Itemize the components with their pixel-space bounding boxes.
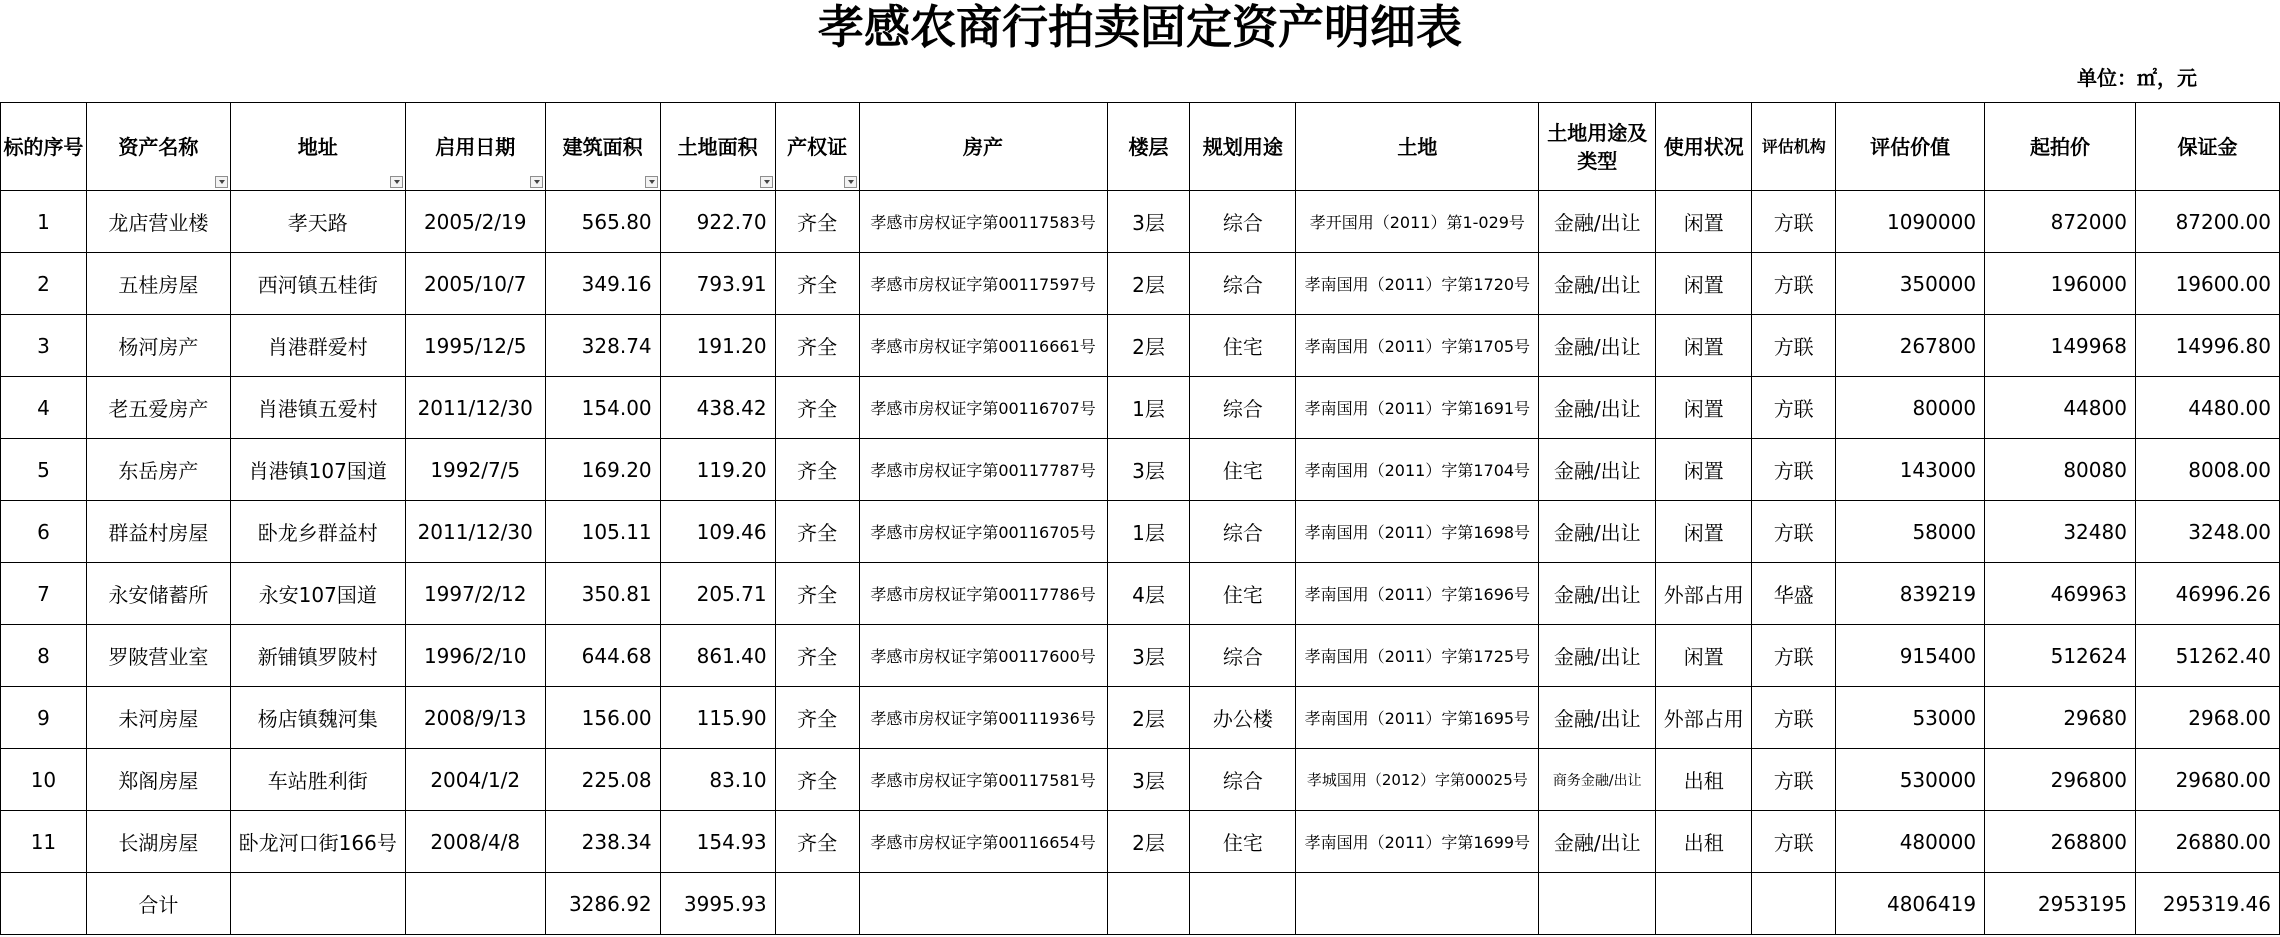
asset-name-cell: 永安储蓄所: [86, 563, 230, 625]
start-date-cell: 1992/7/5: [405, 439, 545, 501]
building-area-cell: 156.00: [545, 687, 660, 749]
header-cell: 使用状况: [1656, 103, 1752, 191]
total-value: 3286.92: [545, 873, 660, 935]
address-cell: 肖港群爱村: [230, 315, 405, 377]
deposit-cell: 51262.40: [2135, 625, 2279, 687]
row-number-cell: 4: [1, 377, 87, 439]
land-cert-cell: 孝开国用（2011）第1-029号: [1296, 191, 1539, 253]
appraiser-cell: 方联: [1752, 749, 1836, 811]
appraisal-value-cell: 350000: [1836, 253, 1985, 315]
property-cert-cell: 孝感市房权证字第00111936号: [859, 687, 1107, 749]
planned-use-cell: 综合: [1190, 191, 1296, 253]
row-number-cell: 3: [1, 315, 87, 377]
header-cell: [86, 103, 230, 191]
property-cert-cell: 孝感市房权证字第00116654号: [859, 811, 1107, 873]
total-label: 合计: [86, 873, 230, 935]
property-cert-cell: 孝感市房权证字第00117786号: [859, 563, 1107, 625]
land-area-cell: 119.20: [660, 439, 775, 501]
appraiser-cell: 方联: [1752, 625, 1836, 687]
start-price-cell: 469963: [1985, 563, 2136, 625]
appraisal-value-cell: 53000: [1836, 687, 1985, 749]
planned-use-cell: 住宅: [1190, 315, 1296, 377]
row-number-cell: 6: [1, 501, 87, 563]
land-cert-cell: 孝南国用（2011）字第1704号: [1296, 439, 1539, 501]
building-area-cell: 105.11: [545, 501, 660, 563]
building-area-cell: 350.81: [545, 563, 660, 625]
appraiser-cell: 方联: [1752, 811, 1836, 873]
appraiser-cell: 华盛: [1752, 563, 1836, 625]
land-use-type-cell: 金融/出让: [1539, 563, 1656, 625]
appraiser-cell: 方联: [1752, 315, 1836, 377]
asset-name-cell: 龙店营业楼: [86, 191, 230, 253]
title-cert-cell: 齐全: [775, 439, 859, 501]
asset-name-cell: 罗陂营业室: [86, 625, 230, 687]
header-cell: [545, 103, 660, 191]
start-date-cell: 2008/4/8: [405, 811, 545, 873]
table-row: [1, 625, 2280, 687]
table-row: [1, 315, 2280, 377]
address-cell: 车站胜利街: [230, 749, 405, 811]
planned-use-cell: 综合: [1190, 501, 1296, 563]
table-row: [1, 253, 2280, 315]
land-cert-cell: 孝南国用（2011）字第1695号: [1296, 687, 1539, 749]
floors-cell: 1层: [1107, 501, 1190, 563]
start-date-cell: 2011/12/30: [405, 377, 545, 439]
deposit-cell: 14996.80: [2135, 315, 2279, 377]
appraiser-cell: 方联: [1752, 377, 1836, 439]
asset-name-cell: 未河房屋: [86, 687, 230, 749]
land-use-type-cell: 金融/出让: [1539, 439, 1656, 501]
empty-cell: [1107, 873, 1190, 935]
deposit-cell: 19600.00: [2135, 253, 2279, 315]
empty-cell: [775, 873, 859, 935]
appraiser-cell: 方联: [1752, 439, 1836, 501]
header-label: 建筑面积: [562, 134, 643, 159]
asset-table: [0, 102, 2280, 935]
appraisal-value-cell: 143000: [1836, 439, 1985, 501]
header-cell: 标的序号: [1, 103, 87, 191]
title-cert-cell: 齐全: [775, 749, 859, 811]
table-row: [1, 377, 2280, 439]
filter-dropdown-icon[interactable]: [844, 176, 857, 188]
planned-use-cell: 住宅: [1190, 811, 1296, 873]
land-use-type-cell: 金融/出让: [1539, 191, 1656, 253]
usage-status-cell: 出租: [1656, 811, 1752, 873]
deposit-cell: 8008.00: [2135, 439, 2279, 501]
planned-use-cell: 住宅: [1190, 563, 1296, 625]
start-date-cell: 1995/12/5: [405, 315, 545, 377]
floors-cell: 2层: [1107, 811, 1190, 873]
land-area-cell: 205.71: [660, 563, 775, 625]
empty-cell: [1539, 873, 1656, 935]
filter-dropdown-icon[interactable]: [390, 176, 403, 188]
asset-name-cell: 东岳房产: [86, 439, 230, 501]
appraisal-value-cell: 58000: [1836, 501, 1985, 563]
title-cert-cell: 齐全: [775, 253, 859, 315]
row-number-cell: 11: [1, 811, 87, 873]
usage-status-cell: 闲置: [1656, 315, 1752, 377]
empty-cell: [1296, 873, 1539, 935]
land-area-cell: 191.20: [660, 315, 775, 377]
land-area-cell: 793.91: [660, 253, 775, 315]
header-cell: [230, 103, 405, 191]
land-cert-cell: 孝南国用（2011）字第1699号: [1296, 811, 1539, 873]
header-cell: 保证金: [2135, 103, 2279, 191]
filter-dropdown-icon[interactable]: [760, 176, 773, 188]
usage-status-cell: 闲置: [1656, 191, 1752, 253]
building-area-cell: 169.20: [545, 439, 660, 501]
start-price-cell: 149968: [1985, 315, 2136, 377]
header-cell: 土地用途及类型: [1539, 103, 1656, 191]
building-area-cell: 328.74: [545, 315, 660, 377]
floors-cell: 4层: [1107, 563, 1190, 625]
land-cert-cell: 孝南国用（2011）字第1691号: [1296, 377, 1539, 439]
appraiser-cell: 方联: [1752, 687, 1836, 749]
row-number-cell: 10: [1, 749, 87, 811]
property-cert-cell: 孝感市房权证字第00117581号: [859, 749, 1107, 811]
header-cell: 起拍价: [1985, 103, 2136, 191]
address-cell: 新铺镇罗陂村: [230, 625, 405, 687]
asset-name-cell: 群益村房屋: [86, 501, 230, 563]
planned-use-cell: 综合: [1190, 749, 1296, 811]
deposit-cell: 87200.00: [2135, 191, 2279, 253]
address-cell: 西河镇五桂街: [230, 253, 405, 315]
row-number-cell: 9: [1, 687, 87, 749]
filter-dropdown-icon[interactable]: [215, 176, 228, 188]
land-use-type-cell: 金融/出让: [1539, 315, 1656, 377]
address-cell: 卧龙河口街166号: [230, 811, 405, 873]
building-area-cell: 565.80: [545, 191, 660, 253]
appraiser-cell: 方联: [1752, 253, 1836, 315]
asset-name-cell: 郑阁房屋: [86, 749, 230, 811]
usage-status-cell: 闲置: [1656, 501, 1752, 563]
header-label: 启用日期: [435, 134, 516, 159]
land-cert-cell: 孝南国用（2011）字第1705号: [1296, 315, 1539, 377]
property-cert-cell: 孝感市房权证字第00117597号: [859, 253, 1107, 315]
empty-cell: [1752, 873, 1836, 935]
appraisal-value-cell: 267800: [1836, 315, 1985, 377]
floors-cell: 3层: [1107, 439, 1190, 501]
floors-cell: 2层: [1107, 315, 1190, 377]
title-cert-cell: 齐全: [775, 563, 859, 625]
row-number-cell: 2: [1, 253, 87, 315]
address-cell: 卧龙乡群益村: [230, 501, 405, 563]
land-cert-cell: 孝南国用（2011）字第1725号: [1296, 625, 1539, 687]
usage-status-cell: 闲置: [1656, 439, 1752, 501]
title-cert-cell: 齐全: [775, 625, 859, 687]
total-value: 3995.93: [660, 873, 775, 935]
appraisal-value-cell: 530000: [1836, 749, 1985, 811]
header-cell: 评估机构: [1752, 103, 1836, 191]
land-area-cell: 109.46: [660, 501, 775, 563]
title-cert-cell: 齐全: [775, 811, 859, 873]
appraisal-value-cell: 915400: [1836, 625, 1985, 687]
header-cell: 房产: [859, 103, 1107, 191]
deposit-cell: 3248.00: [2135, 501, 2279, 563]
deposit-cell: 2968.00: [2135, 687, 2279, 749]
property-cert-cell: 孝感市房权证字第00117583号: [859, 191, 1107, 253]
land-use-type-cell: 金融/出让: [1539, 501, 1656, 563]
start-price-cell: 32480: [1985, 501, 2136, 563]
row-number-cell: 5: [1, 439, 87, 501]
total-value: 295319.46: [2135, 873, 2279, 935]
header-cell: 评估价值: [1836, 103, 1985, 191]
empty-cell: [230, 873, 405, 935]
building-area-cell: 154.00: [545, 377, 660, 439]
deposit-cell: 46996.26: [2135, 563, 2279, 625]
asset-name-cell: 老五爱房产: [86, 377, 230, 439]
building-area-cell: 225.08: [545, 749, 660, 811]
title-cert-cell: 齐全: [775, 191, 859, 253]
title-cert-cell: 齐全: [775, 501, 859, 563]
start-price-cell: 80080: [1985, 439, 2136, 501]
land-use-type-cell: 金融/出让: [1539, 625, 1656, 687]
planned-use-cell: 综合: [1190, 377, 1296, 439]
start-date-cell: 2011/12/30: [405, 501, 545, 563]
filter-dropdown-icon[interactable]: [530, 176, 543, 188]
land-cert-cell: 孝南国用（2011）字第1720号: [1296, 253, 1539, 315]
land-use-type-cell: 金融/出让: [1539, 377, 1656, 439]
start-price-cell: 512624: [1985, 625, 2136, 687]
floors-cell: 2层: [1107, 687, 1190, 749]
total-value: 2953195: [1985, 873, 2136, 935]
page-title: 孝感农商行拍卖固定资产明细表: [818, 0, 1462, 54]
header-cell: 楼层: [1107, 103, 1190, 191]
row-number-cell: 1: [1, 191, 87, 253]
start-price-cell: 296800: [1985, 749, 2136, 811]
planned-use-cell: 住宅: [1190, 439, 1296, 501]
table-row: [1, 501, 2280, 563]
property-cert-cell: 孝感市房权证字第00117787号: [859, 439, 1107, 501]
title-cert-cell: 齐全: [775, 377, 859, 439]
header-cell: 规划用途: [1190, 103, 1296, 191]
land-area-cell: 115.90: [660, 687, 775, 749]
empty-cell: [859, 873, 1107, 935]
row-number-cell: 7: [1, 563, 87, 625]
appraisal-value-cell: 839219: [1836, 563, 1985, 625]
title-cert-cell: 齐全: [775, 315, 859, 377]
header-label: 资产名称: [118, 134, 199, 159]
deposit-cell: 26880.00: [2135, 811, 2279, 873]
land-use-type-cell: 金融/出让: [1539, 253, 1656, 315]
planned-use-cell: 综合: [1190, 625, 1296, 687]
planned-use-cell: 办公楼: [1190, 687, 1296, 749]
land-area-cell: 438.42: [660, 377, 775, 439]
land-use-type-cell: 金融/出让: [1539, 687, 1656, 749]
usage-status-cell: 闲置: [1656, 377, 1752, 439]
usage-status-cell: 闲置: [1656, 625, 1752, 687]
floors-cell: 3层: [1107, 749, 1190, 811]
appraisal-value-cell: 80000: [1836, 377, 1985, 439]
table-row: [1, 811, 2280, 873]
property-cert-cell: 孝感市房权证字第00116661号: [859, 315, 1107, 377]
usage-status-cell: 出租: [1656, 749, 1752, 811]
empty-cell: [1656, 873, 1752, 935]
usage-status-cell: 外部占用: [1656, 687, 1752, 749]
property-cert-cell: 孝感市房权证字第00117600号: [859, 625, 1107, 687]
asset-name-cell: 长湖房屋: [86, 811, 230, 873]
land-area-cell: 83.10: [660, 749, 775, 811]
land-area-cell: 154.93: [660, 811, 775, 873]
appraiser-cell: 方联: [1752, 501, 1836, 563]
filter-dropdown-icon[interactable]: [645, 176, 658, 188]
header-row: [1, 103, 2280, 191]
start-date-cell: 2005/10/7: [405, 253, 545, 315]
land-use-type-cell: 金融/出让: [1539, 811, 1656, 873]
total-value: 4806419: [1836, 873, 1985, 935]
start-date-cell: 2008/9/13: [405, 687, 545, 749]
asset-name-cell: 杨河房产: [86, 315, 230, 377]
empty-cell: [1, 873, 87, 935]
address-cell: 肖港镇五爱村: [230, 377, 405, 439]
land-area-cell: 922.70: [660, 191, 775, 253]
start-date-cell: 2004/1/2: [405, 749, 545, 811]
table-row: [1, 439, 2280, 501]
start-price-cell: 872000: [1985, 191, 2136, 253]
address-cell: 永安107国道: [230, 563, 405, 625]
empty-cell: [1190, 873, 1296, 935]
land-cert-cell: 孝南国用（2011）字第1696号: [1296, 563, 1539, 625]
header-cell: 土地: [1296, 103, 1539, 191]
land-cert-cell: 孝南国用（2011）字第1698号: [1296, 501, 1539, 563]
table-row: [1, 563, 2280, 625]
table-row: [1, 749, 2280, 811]
appraisal-value-cell: 1090000: [1836, 191, 1985, 253]
land-cert-cell: 孝城国用（2012）字第00025号: [1296, 749, 1539, 811]
unit-label: 单位：㎡，元: [2077, 66, 2197, 90]
start-date-cell: 1997/2/12: [405, 563, 545, 625]
start-price-cell: 196000: [1985, 253, 2136, 315]
address-cell: 孝天路: [230, 191, 405, 253]
usage-status-cell: 闲置: [1656, 253, 1752, 315]
planned-use-cell: 综合: [1190, 253, 1296, 315]
deposit-cell: 29680.00: [2135, 749, 2279, 811]
floors-cell: 1层: [1107, 377, 1190, 439]
property-cert-cell: 孝感市房权证字第00116705号: [859, 501, 1107, 563]
asset-name-cell: 五桂房屋: [86, 253, 230, 315]
land-area-cell: 861.40: [660, 625, 775, 687]
title-cert-cell: 齐全: [775, 687, 859, 749]
empty-cell: [405, 873, 545, 935]
usage-status-cell: 外部占用: [1656, 563, 1752, 625]
appraiser-cell: 方联: [1752, 191, 1836, 253]
header-label: 地址: [297, 134, 338, 159]
floors-cell: 3层: [1107, 625, 1190, 687]
building-area-cell: 238.34: [545, 811, 660, 873]
floors-cell: 3层: [1107, 191, 1190, 253]
appraisal-value-cell: 480000: [1836, 811, 1985, 873]
start-date-cell: 2005/2/19: [405, 191, 545, 253]
address-cell: 肖港镇107国道: [230, 439, 405, 501]
header-label: 产权证: [787, 134, 848, 159]
start-price-cell: 44800: [1985, 377, 2136, 439]
header-cell: [775, 103, 859, 191]
table-row: [1, 191, 2280, 253]
building-area-cell: 349.16: [545, 253, 660, 315]
start-price-cell: 268800: [1985, 811, 2136, 873]
floors-cell: 2层: [1107, 253, 1190, 315]
header-label: 土地面积: [677, 134, 758, 159]
deposit-cell: 4480.00: [2135, 377, 2279, 439]
property-cert-cell: 孝感市房权证字第00116707号: [859, 377, 1107, 439]
row-number-cell: 8: [1, 625, 87, 687]
start-date-cell: 1996/2/10: [405, 625, 545, 687]
building-area-cell: 644.68: [545, 625, 660, 687]
table-row: [1, 687, 2280, 749]
address-cell: 杨店镇魏河集: [230, 687, 405, 749]
header-cell: [405, 103, 545, 191]
header-cell: [660, 103, 775, 191]
land-use-type-cell: 商务金融/出让: [1539, 749, 1656, 811]
total-row: [1, 873, 2280, 935]
start-price-cell: 29680: [1985, 687, 2136, 749]
